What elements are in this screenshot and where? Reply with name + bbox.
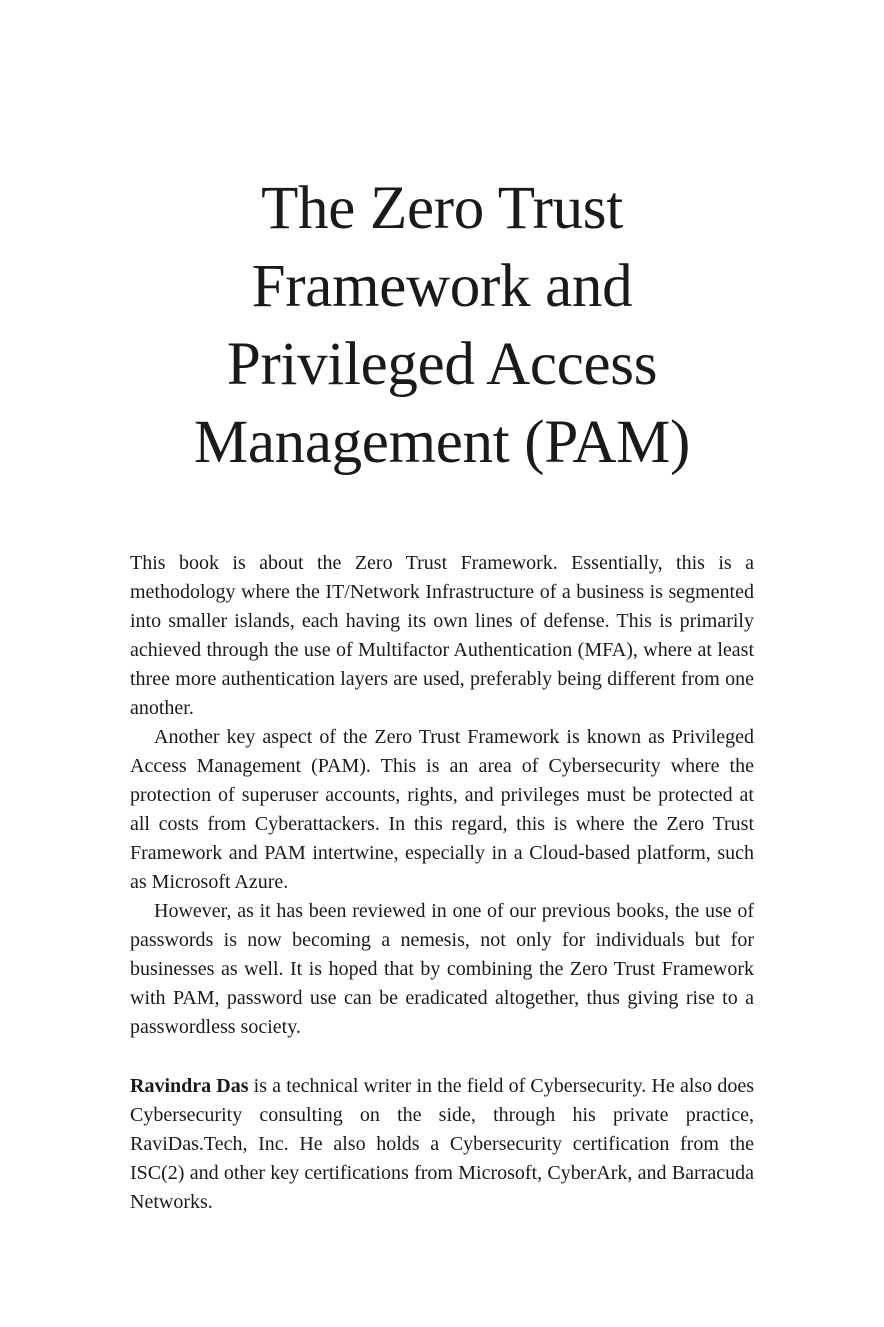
author-bio [130,1072,754,1217]
title-line-3: Privileged Access [226,331,658,398]
description-paragraph-3: However, as it has been reviewed in one of our previous books, the use of passwords is now becoming a nemesis, not only for individuals but for businesses as well. It is hoped that by combining the Zero Trust Framework with PAM, password use can be eradicated altogether, thus giving rise to a passwordless society. [130,900,754,1038]
book-description [130,549,754,1042]
description-paragraph-1: This book is about the Zero Trust Framework. Essentially, this is a methodology where the IT/Network Infrastructure of a business is segmented into smaller islands, each having its own lines of defense. This is primarily achieved through the use of Multifactor Authentication (MFA), where at least three more authentication layers are used, preferably being different from one another. [130,552,754,719]
book-title [0,170,884,482]
author-bio-text: is a technical writer in the field of Cybersecurity. He also does Cybersecurity consulting on the side, through his private practice, RaviDas.Tech, Inc. He also holds a Cybersecurity certification from the ISC(2) and other key certifications from Microsoft, CyberArk, and Barracuda Networks. [130,1075,754,1213]
description-paragraph-2: Another key aspect of the Zero Trust Framework is known as Privileged Access Management (PAM). This is an area of Cybersecurity where the protection of superuser accounts, rights, and privileges must be protected at all costs from Cyberattackers. In this regard, this is where the Zero Trust Framework and PAM intertwine, especially in a Cloud-based platform, such as Microsoft Azure. [130,726,754,893]
title-line-4: Management (PAM) [193,409,691,476]
title-line-2: Framework and [251,253,633,320]
author-name: Ravindra Das [130,1075,249,1097]
title-line-1: The Zero Trust [261,175,623,242]
